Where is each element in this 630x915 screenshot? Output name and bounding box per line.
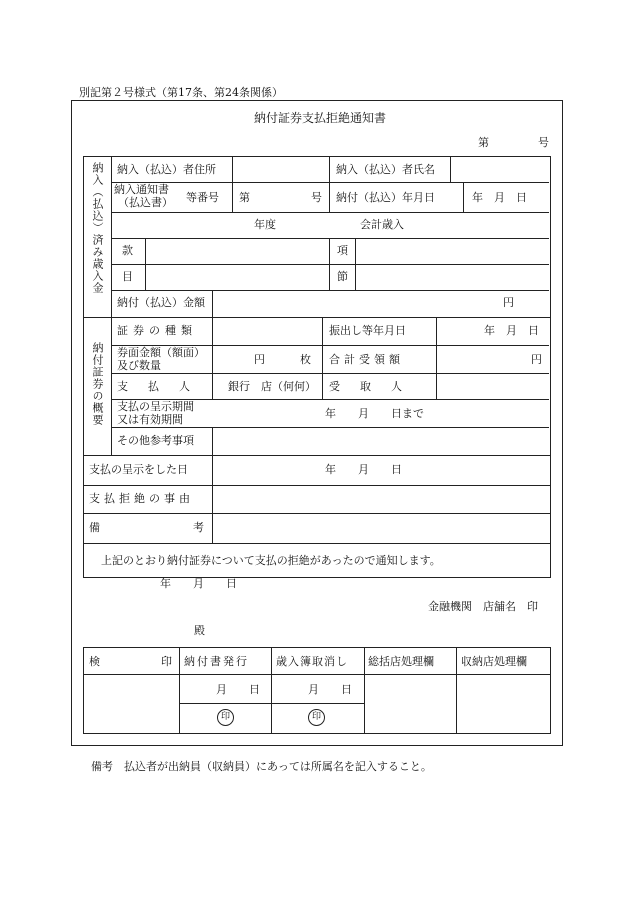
notice-number-go: 号 [311, 191, 322, 204]
total-received-yen: 円 [531, 353, 542, 366]
footer-md-2: 月 日 [308, 683, 352, 696]
bank-store-seal-label: 金融機関 店舗名 印 [428, 600, 538, 613]
kou-label: 項 [337, 244, 348, 257]
payer-address-label: 納入（払込）者住所 [117, 163, 216, 176]
nendo-label: 年度 [254, 218, 276, 231]
kan-label: 款 [122, 244, 133, 257]
other-notes-label: その他参考事項 [117, 434, 194, 447]
bank-branch-text: 銀行 店（何何） [228, 380, 316, 393]
notice-number-dai: 第 [239, 191, 250, 204]
total-received-label: 合計受領額 [329, 353, 404, 366]
amount-yen: 円 [503, 296, 514, 309]
face-value-yen: 円 [254, 353, 265, 366]
receiver-label: 受取人 [329, 380, 422, 393]
period-value: 年 月 日まで [325, 407, 424, 420]
footer-in: 印 [161, 655, 172, 668]
presentation-date-label: 支払の呈示をした日 [89, 463, 188, 476]
form-title: 納付証券支払拒絶通知書 [254, 111, 387, 125]
payer-name-label: 納入（払込）者氏名 [336, 163, 435, 176]
issue-date-label: 振出し等年月日 [329, 324, 406, 337]
section1-vertical-label: 納入（払込）済み歳入金 [91, 162, 104, 294]
notice-date: 年 月 日 [160, 577, 237, 590]
notice-number-label: 等番号 [186, 191, 219, 204]
notice-line2: （払込書） [118, 196, 173, 209]
issue-date-ymd: 年 月 日 [484, 324, 539, 337]
payment-date-ymd: 年 月 日 [472, 191, 527, 204]
face-value-mai: 枚 [300, 353, 311, 366]
period-line2: 又は有効期間 [117, 413, 183, 426]
notice-sentence: 上記のとおり納付証券について支払の拒絶があったので通知します。 [101, 554, 441, 567]
footer-md-1: 月 日 [216, 683, 260, 696]
remarks-label-b: 考 [193, 521, 204, 534]
face-value-line1: 券面金額（額面） [117, 346, 205, 359]
footer-ken: 検 [89, 655, 100, 668]
footer-col-nofusho: 納付書発行 [184, 655, 249, 668]
setsu-label: 節 [337, 270, 348, 283]
payer-bank-label: 支払人 [117, 380, 210, 393]
period-line1: 支払の呈示期間 [117, 400, 194, 413]
header-note: 別記第２号様式（第17条、第24条関係） [79, 86, 283, 99]
kaikei-label: 会計歳入 [360, 218, 404, 231]
face-value-line2: 及び数量 [117, 359, 161, 372]
payment-date-label: 納付（払込）年月日 [336, 191, 435, 204]
doc-number-go: 号 [538, 136, 549, 149]
footer-col-torikeshi: 歳入簿取消し [276, 655, 348, 668]
seal-icon: 印 [217, 709, 234, 726]
remarks-label-a: 備 [89, 521, 100, 534]
notice-line1: 納入通知書 [114, 183, 169, 196]
section2-vertical-label: 納付証券の概要 [91, 342, 104, 426]
footer-col-sokatsu: 総括店処理欄 [368, 655, 434, 668]
amount-label: 納付（払込）金額 [117, 296, 205, 309]
refusal-reason-label: 支払拒絶の事由 [89, 492, 194, 505]
presentation-date-value: 年 月 日 [325, 463, 402, 476]
moku-label: 目 [122, 270, 133, 283]
bottom-note: 備考 払込者が出納員（収納員）にあっては所属名を記入すること。 [91, 760, 432, 773]
doc-number-dai: 第 [478, 136, 489, 149]
footer-col-shuno: 収納店処理欄 [461, 655, 527, 668]
dono-label: 殿 [194, 624, 205, 637]
security-kind-label: 証券の種類 [117, 324, 197, 337]
seal-icon: 印 [308, 709, 325, 726]
